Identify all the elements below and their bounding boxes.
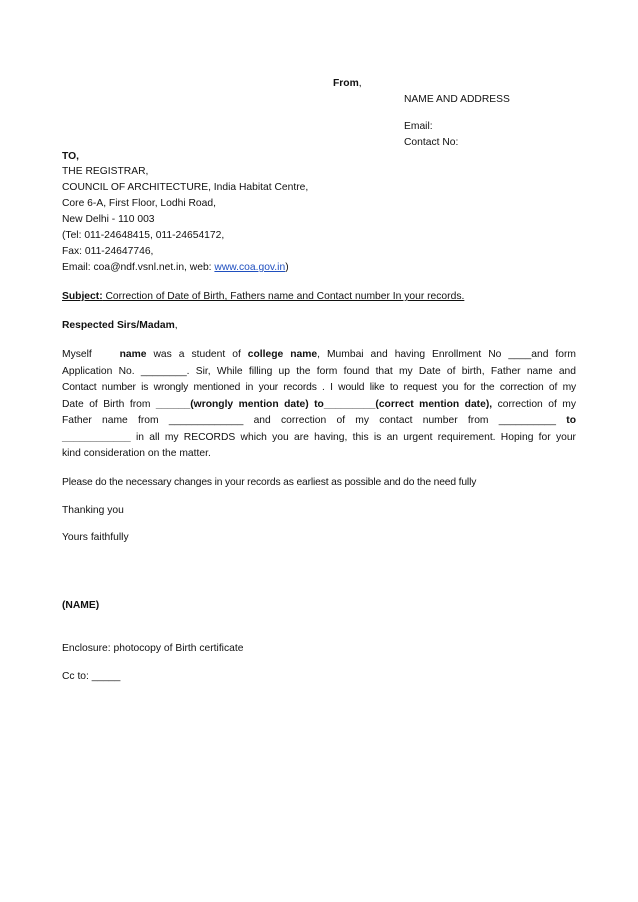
closing-line: Yours faithfully bbox=[62, 532, 129, 543]
body-line-4: Date of Birth from ______(wrongly mention date) to_________(correct mention date), correction of my bbox=[62, 399, 576, 410]
body-line-2: Application No. ________. Sir, While filling up the form found that my Date of birth, Father name and bbox=[62, 366, 576, 377]
web-link[interactable]: www.coa.gov.in bbox=[214, 262, 286, 273]
signature-name: (NAME) bbox=[62, 600, 100, 611]
subject-line bbox=[62, 289, 464, 306]
recipient-tel: (Tel: 011-24648415, 011-24654172, bbox=[62, 230, 225, 241]
recipient-org: COUNCIL OF ARCHITECTURE, India Habitat Centre, bbox=[62, 182, 309, 193]
sender-email: Email: bbox=[404, 121, 433, 132]
body-line-1: Myself name was a student of college name, Mumbai and having Enrollment No ____and form bbox=[62, 349, 576, 360]
body-line-6: ____________ in all my RECORDS which you are having, this is an urgent requirement. Hoping for your bbox=[62, 432, 576, 443]
subject-text: Correction of Date of Birth, Fathers name and Contact number In your records. bbox=[102, 291, 465, 302]
cc-line: Cc to: _____ bbox=[62, 671, 121, 682]
sender-name-address: NAME AND ADDRESS bbox=[404, 94, 510, 105]
enclosure-line: Enclosure: photocopy of Birth certificate bbox=[62, 643, 244, 654]
recipient-fax: Fax: 011-24647746, bbox=[62, 246, 154, 257]
body-line-3: Contact number is wrongly mentioned in your records . I would like to request you for the correction of my bbox=[62, 382, 576, 393]
salutation: Respected Sirs/Madam, bbox=[62, 320, 178, 331]
from-line: From, bbox=[333, 78, 362, 89]
thanking-line: Thanking you bbox=[62, 505, 124, 516]
recipient-email-web: Email: coa@ndf.vsnl.net.in, web: www.coa.gov.in) bbox=[62, 262, 289, 273]
recipient-title: THE REGISTRAR, bbox=[62, 166, 149, 177]
body-line-7: kind consideration on the matter. bbox=[62, 448, 211, 459]
to-label: TO, bbox=[62, 151, 79, 162]
recipient-address-1: Core 6-A, First Floor, Lodhi Road, bbox=[62, 198, 216, 209]
body-line-5: Father name from _____________ and correction of my contact number from __________ to bbox=[62, 415, 576, 426]
please-paragraph: Please do the necessary changes in your records as earliest as possible and do the need fully bbox=[62, 477, 477, 488]
recipient-address-2: New Delhi - 110 003 bbox=[62, 214, 155, 225]
sender-contact: Contact No: bbox=[404, 137, 459, 148]
subject-label: Subject: bbox=[62, 291, 103, 302]
from-label: From bbox=[333, 78, 359, 89]
